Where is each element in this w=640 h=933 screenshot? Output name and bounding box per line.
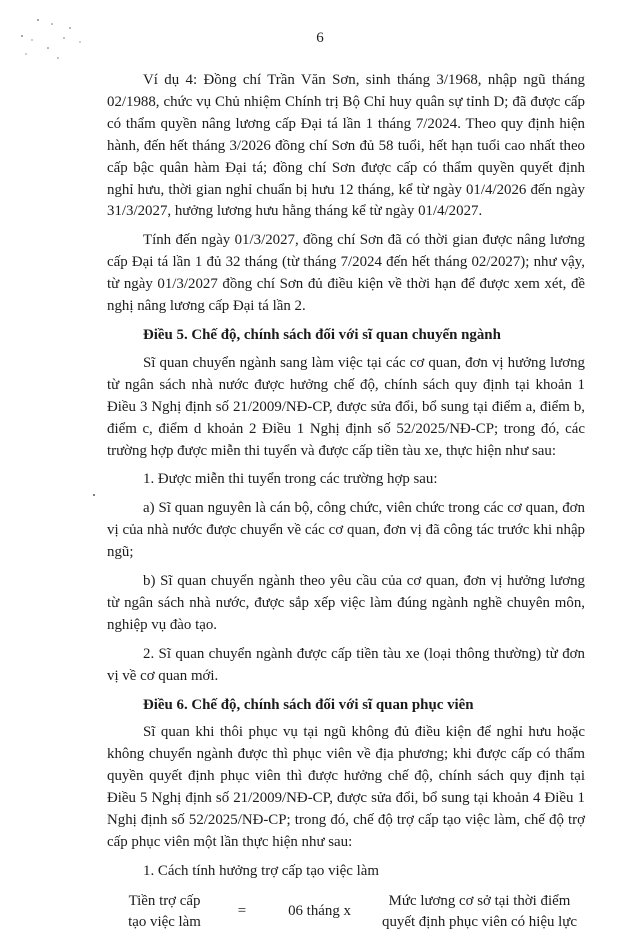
formula-left-line-1: Tiền trợ cấp xyxy=(128,892,201,909)
page-number: 6 xyxy=(316,30,324,46)
formula-left-line-2: tạo việc làm xyxy=(128,913,201,930)
article-5-clause-1b: b) Sĩ quan chuyển ngành theo yêu cầu của cơ quan, đơn vị hưởng lương từ ngân sách nhà nước, được sắp xếp việc làm đúng ngành nghề chuyên môn, nghiệp vụ đào tạo. xyxy=(107,573,585,633)
paragraph-example-4: Ví dụ 4: Đồng chí Trần Văn Sơn, sinh tháng 3/1968, nhập ngũ tháng 02/1988, chức vụ Chủ nhiệm Chính trị Bộ Chỉ huy quân sự tỉnh D; đã được cấp có thẩm quyền nâng lương cấp Đại tá lần 1 tháng 7/2024. Theo quy định hiện hành, đến hết tháng 3/2026 đồng chí Sơn đủ 58 tuổi, hết hạn tuổi cao nhất theo cấp bậc quân hàm Đại tá; đồng chí Sơn được cấp có thẩm quyền quyết định nghỉ hưu, thời gian nghỉ chuẩn bị hưu 12 tháng, kể từ ngày 01/4/2026 đến ngày 31/3/2027, hưởng lương hưu hằng tháng kể từ ngày 01/4/2027. xyxy=(107,72,585,220)
article-5-clause-1a: a) Sĩ quan nguyên là cán bộ, công chức, viên chức trong các cơ quan, đơn vị của nhà nước được chuyển về các cơ quan, đơn vị đã công tác trước khi nhập ngũ; xyxy=(107,500,585,561)
formula-left-term xyxy=(107,891,222,933)
formula-right-line-1: Mức lương cơ sở tại thời điểm xyxy=(388,892,571,909)
article-6-intro: Sĩ quan khi thôi phục vụ tại ngũ không đủ điều kiện để nghỉ hưu hoặc không chuyển ngành được thì phục viên về địa phương; khi được cấp có thẩm quyền quyết định phục viên thì được hưởng chế độ, chính sách quy định tại Điều 5 Nghị định số 21/2009/NĐ-CP, được sửa đổi, bổ sung tại khoản 4 Điều 1 Nghị định số 52/2025/NĐ-CP; trong đó, chế độ trợ cấp tạo việc làm, chế độ trợ cấp phục viên một lần thực hiện như sau: xyxy=(107,724,585,850)
article-6-heading: Điều 6. Chế độ, chính sách đối với sĩ quan phục viên xyxy=(143,696,474,713)
document-body xyxy=(107,70,585,933)
scan-mark xyxy=(93,494,95,496)
article-5-clause-2: 2. Sĩ quan chuyển ngành được cấp tiền tàu xe (loại thông thường) từ đơn vị về cơ quan mới. xyxy=(107,645,585,684)
job-creation-allowance-formula xyxy=(107,891,585,933)
article-5-heading: Điều 5. Chế độ, chính sách đối với sĩ quan chuyển ngành xyxy=(143,326,501,343)
article-6-clause-1: 1. Cách tính hưởng trợ cấp tạo việc làm xyxy=(143,862,379,879)
formula-equals-sign: = xyxy=(237,902,247,919)
article-5-intro: Sĩ quan chuyển ngành sang làm việc tại các cơ quan, đơn vị hưởng lương từ ngân sách nhà nước được hưởng chế độ, chính sách quy định tại khoản 1 Điều 3 Nghị định số 21/2009/NĐ-CP, được sửa đổi, bổ sung tại điểm a, điểm b, điểm c, điểm d khoản 2 Điều 1 Nghị định số 52/2025/NĐ-CP; trong đó, các trường hợp được miễn thi tuyển và được cấp tiền tàu xe, thực hiện như sau: xyxy=(107,354,585,459)
formula-multiplier: 06 tháng x xyxy=(288,902,351,919)
formula-right-line-2: quyết định phục viên có hiệu lực xyxy=(382,913,577,930)
article-5-clause-1: 1. Được miễn thi tuyển trong các trường hợp sau: xyxy=(143,471,438,488)
paragraph-example-4-calculation: Tính đến ngày 01/3/2027, đồng chí Sơn đã có thời gian được nâng lương cấp Đại tá lần 1 đủ 32 tháng (từ tháng 7/2024 đến hết tháng 02/2027); như vậy, từ ngày 01/3/2027 đồng chí Sơn đủ điều kiện về thời hạn để được xem xét, đề nghị nâng lương cấp Đại tá lần 2. xyxy=(107,232,585,315)
formula-right-term xyxy=(377,891,582,933)
